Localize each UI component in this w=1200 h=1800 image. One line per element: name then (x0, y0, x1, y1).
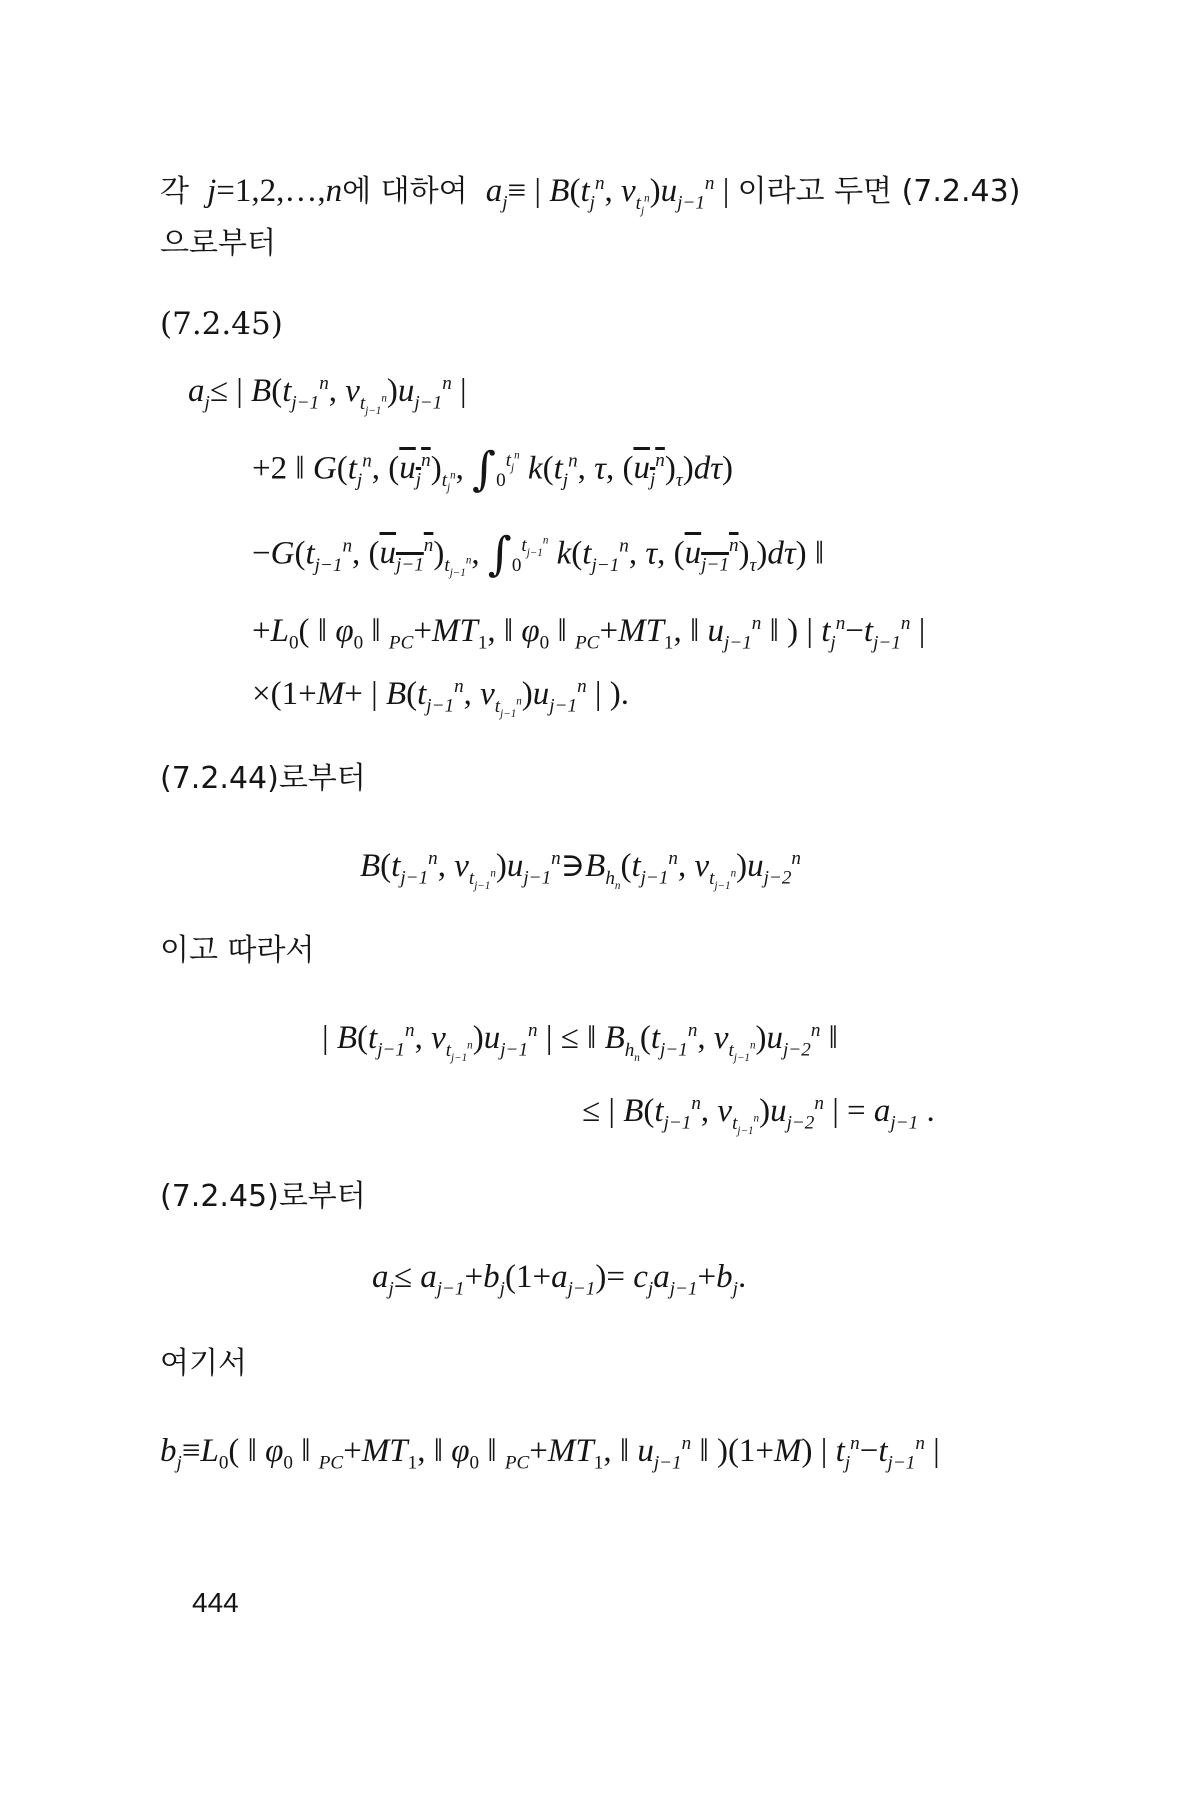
eq-7245-line3: $-G(t_{j-1}^n$, $(u_{j-1}^n)_{t_{j-1}^n}$, $\int_0^{t_{j-1}^n}$ $k(t_{j-1}^n$, τ, $(u_{j-1}^n)_\tau)d\tau$) ‖ (252, 526, 825, 581)
page-number: 444 (192, 1587, 239, 1618)
where-text: 여기서 (160, 1346, 247, 1381)
intro-line (160, 165, 1020, 229)
intro-math-index: j=1,2,…,n (198, 173, 343, 209)
eq-7245-line5: ×(1+M+ | $B(t_{j-1}^n$, $v_{t_{j-1}^n})u_{j-1}^n$ | ). (252, 676, 630, 720)
eq-recurrence: $a_j\le a_{j-1}+b_j(1+a_{j-1})= c_ja_{j-1}+b_j$. (372, 1259, 747, 1300)
intro-text-a: 각 (160, 174, 189, 209)
eq-7245-line4: $+L_0$( ‖ $\varphi_0$ ‖ $_{PC}+MT_1$, ‖ $\varphi_0$ ‖ $_{PC}+MT_1$, ‖ $u_{j-1}^n$ ‖ ) | $t_j^n-t_{j-1}^n$ | (252, 613, 926, 654)
intro-text-c: 이라고 두면 (7.2.43) (737, 174, 1021, 209)
intro-continuation: 으로부터 (160, 226, 276, 261)
eq-bj-definition: $b_j\equiv L_0$( ‖ $\varphi_0$ ‖ $_{PC}+MT_1$, ‖ $\varphi_0$ ‖ $_{PC}+MT_1$, ‖ $u_{j-1}^n$ ‖ )(1+M) | $t_j^n-t_{j-1}^n$ | (160, 1433, 940, 1474)
from-7245-text: (7.2.45)로부터 (160, 1179, 366, 1214)
and-thus-text: 이고 따라서 (160, 933, 315, 968)
intro-text-b: 에 대하여 (342, 174, 468, 209)
eq-ineq-line1: | $B(t_{j-1}^n$, $v_{t_{j-1}^n})u_{j-1}^n$ | ≤ ‖ $B_{h_n}(t_{j-1}^n$, $v_{t_{j-1}^n})u_{j-2}^n$ ‖ (322, 1020, 838, 1064)
from-7244-text: (7.2.44)로부터 (160, 761, 366, 796)
eq-b-identity: $B(t_{j-1}^n$, $v_{t_{j-1}^n})u_{j-1}^n∋B_{h_n}(t_{j-1}^n$, $v_{t_{j-1}^n})u_{j-2}^n$ (360, 848, 801, 892)
equation-label-7245: (7.2.45) (160, 306, 283, 342)
eq-7245-line2: +2 ‖ $G(t_j^n$, $(u_j^n)_{t_j^n}$, $\int_0^{t_j^n}$ $k(t_j^n$, τ, $(u_j^n)_\tau)d\tau$) (252, 441, 733, 496)
eq-ineq-line2: ≤ | $B(t_{j-1}^n$, $v_{t_{j-1}^n})u_{j-2}^n$ | = $a_{j-1}$ . (582, 1093, 935, 1137)
intro-math-def: $a_j\equiv$ | $B(t_j^n$, $v_{t_j^n})u_{j-1}^n$ | (477, 173, 738, 217)
eq-7245-line1: $a_j\le$ | $B(t_{j-1}^n$, $v_{t_{j-1}^n})u_{j-1}^n$ | (188, 373, 467, 417)
